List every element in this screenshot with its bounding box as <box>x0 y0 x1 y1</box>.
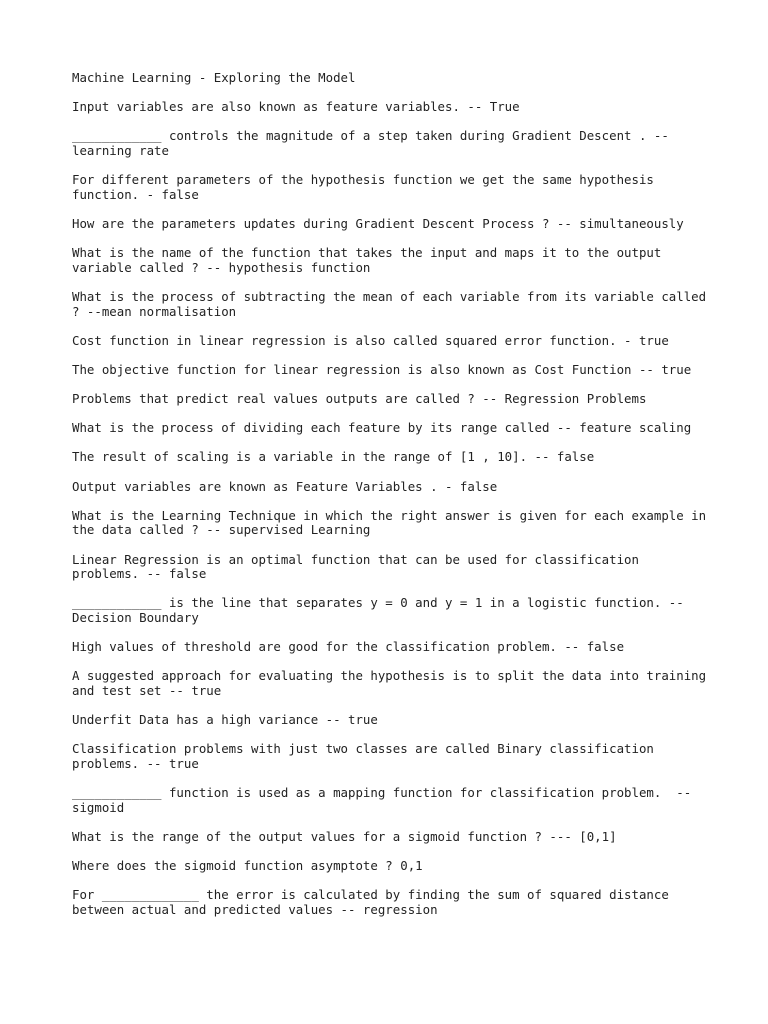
question-20: ____________ function is used as a mapping function for classification problem. -- sigmoid <box>72 785 699 815</box>
question-6: What is the process of subtracting the mean of each variable from its variable called ? --mean normalisation <box>72 288 714 319</box>
question-9: Problems that predict real values outputs are called ? -- Regression Problems <box>72 391 647 407</box>
question-3: For different parameters of the hypothesis function we get the same hypothesis function. - false <box>72 172 662 202</box>
question-21: What is the range of the output values for a sigmoid function ? --- [0,1] <box>72 828 617 844</box>
question-18: Underfit Data has a high variance -- true <box>72 712 378 728</box>
question-19: Classification problems with just two classes are called Binary classification problems. -- true <box>72 741 662 771</box>
document-page <box>72 71 712 932</box>
question-15: ____________ is the line that separates y = 0 and y = 1 in a logistic function. -- Decision Boundary <box>72 595 692 625</box>
question-23: For _____________ the error is calculated by finding the sum of squared distance between actual and predicted values -- regression <box>72 887 677 917</box>
question-16: High values of threshold are good for the classification problem. -- false <box>72 639 625 655</box>
question-4: How are the parameters updates during Gradient Descent Process ? -- simultaneously <box>72 215 684 231</box>
question-17: A suggested approach for evaluating the hypothesis is to split the data into training and test set -- true <box>72 668 714 698</box>
question-8: The objective function for linear regression is also known as Cost Function -- true <box>72 361 692 377</box>
question-10: What is the process of dividing each feature by its range called -- feature scaling <box>72 420 692 436</box>
question-2: ____________ controls the magnitude of a step taken during Gradient Descent . -- learning rate <box>72 128 677 158</box>
question-13: What is the Learning Technique in which the right answer is given for each example in the data called ? -- supervised Learning <box>72 507 714 538</box>
question-5: What is the name of the function that takes the input and maps it to the output variable called ? -- hypothesis function <box>72 245 669 275</box>
question-22: Where does the sigmoid function asymptote ? 0,1 <box>72 858 423 874</box>
question-7: Cost function in linear regression is also called squared error function. - true <box>72 332 669 348</box>
document-title: Machine Learning - Exploring the Model <box>72 70 356 85</box>
question-11: The result of scaling is a variable in the range of [1 , 10]. -- false <box>72 449 595 465</box>
question-12: Output variables are known as Feature Variables . - false <box>72 478 498 494</box>
question-1: Input variables are also known as feature variables. -- True <box>72 99 520 115</box>
question-14: Linear Regression is an optimal function that can be used for classification problems. -- false <box>72 551 647 582</box>
